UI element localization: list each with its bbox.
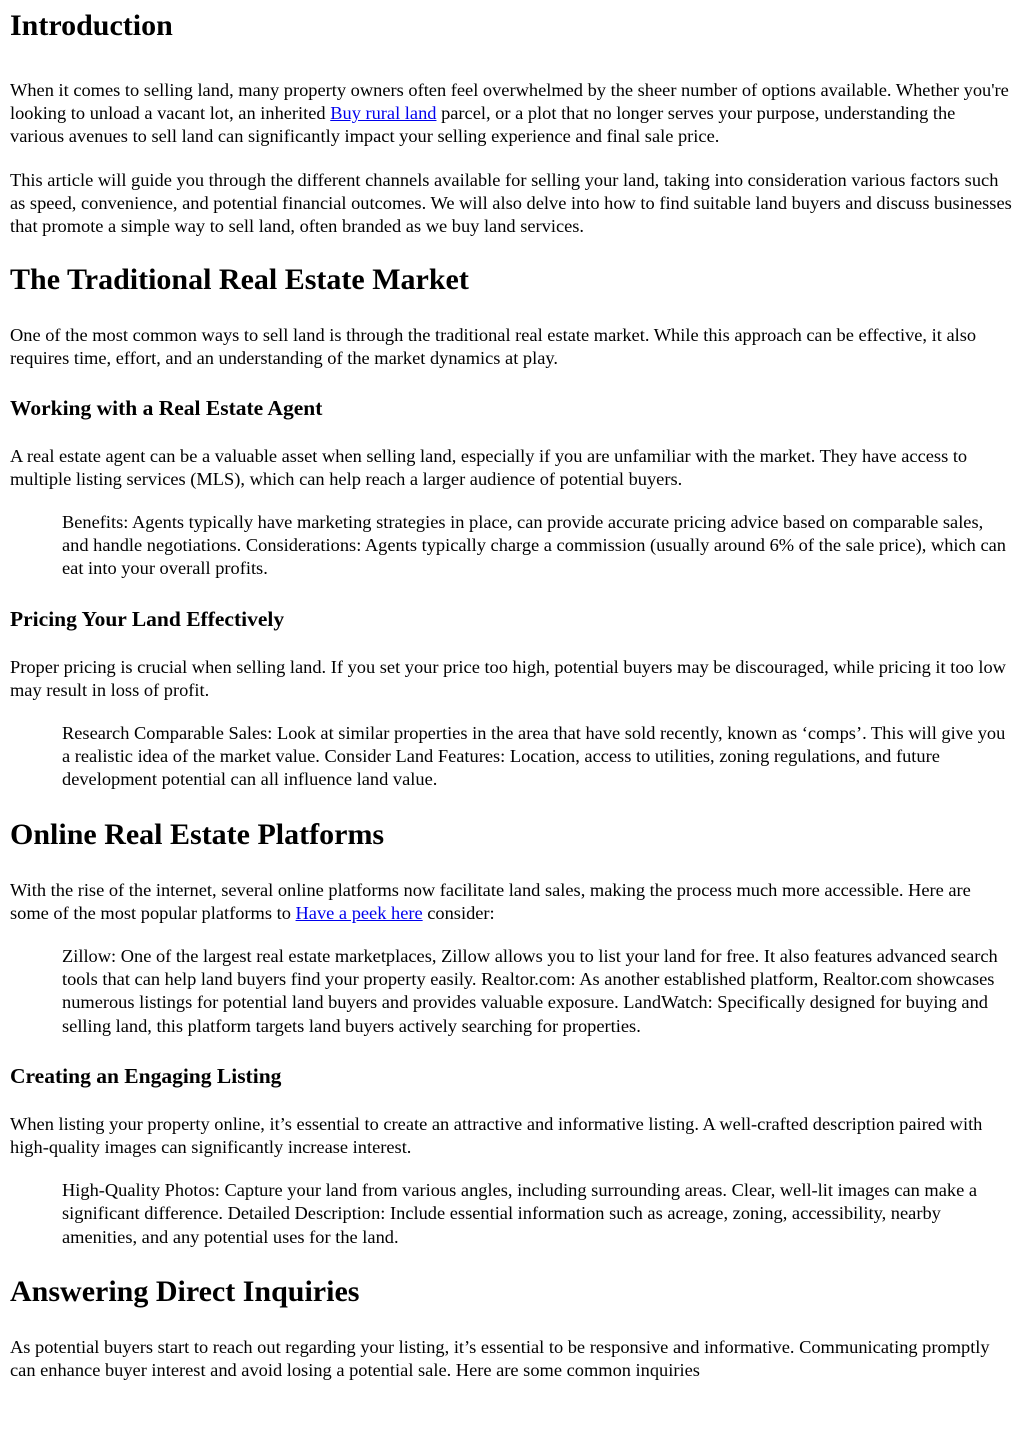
buy-rural-land-link[interactable]: Buy rural land: [330, 103, 437, 124]
online-text-before-link: With the rise of the internet, several online platforms now facilitate land sales, making the process much more accessible. Here are some of the most popular platforms to: [10, 879, 971, 923]
online-text-after-link: consider:: [422, 902, 495, 923]
traditional-paragraph: One of the most common ways to sell land is through the traditional real estate market. While this approach can be effective, it also requires time, effort, and an understanding of the market dynamics at play.: [10, 325, 977, 369]
intro-paragraph-1: [10, 79, 1014, 149]
article: [0, 9, 1014, 1382]
heading-engaging-listing: Creating an Engaging Listing: [10, 1063, 282, 1088]
intro-text-before-link: When it comes to selling land, many property owners often feel overwhelmed by the sheer number of options available. Whether you're looking to unload a vacant lot, an inherited: [10, 80, 1009, 124]
online-paragraph: [10, 879, 1014, 925]
online-blockquote: Zillow: One of the largest real estate marketplaces, Zillow allows you to list your land for free. It also features advanced search tools that can help land buyers find your property easily. Realtor.com: As another established platform, Realtor.com showcases numerous listings for potential land buyers and provides valuable exposure. LandWatch: Specifically designed for buying and selling land, this platform targets land buyers actively searching for properties.: [62, 946, 998, 1036]
listing-blockquote: High-Quality Photos: Capture your land from various angles, including surrounding areas. Clear, well-lit images can make a significant difference. Detailed Description: Include essential information such as acreage, zoning, accessibility, nearby amenities, and any potential uses for the land.: [62, 1180, 977, 1247]
intro-text-after-link: parcel, or a plot that no longer serves your purpose, understanding the various avenues to sell land can significantly impact your selling experience and final sale price.: [10, 103, 956, 147]
heading-real-estate-agent: Working with a Real Estate Agent: [10, 395, 323, 420]
pricing-paragraph: Proper pricing is crucial when selling land. If you set your price too high, potential buyers may be discouraged, while pricing it too low may result in loss of profit.: [10, 656, 1006, 700]
inquiries-paragraph: As potential buyers start to reach out regarding your listing, it’s essential to be responsive and informative. Communicating promptly can enhance buyer interest and avoid losing a potential sale. Here are some common inquiries: [10, 1336, 990, 1381]
agent-blockquote: Benefits: Agents typically have marketing strategies in place, can provide accurate pricing advice based on comparable sales, and handle negotiations. Considerations: Agents typically charge a commission (usually around 6% of the sale price), which can eat into your overall profits.: [62, 512, 1006, 579]
intro-paragraph-2: This article will guide you through the different channels available for selling your land, taking into consideration various factors such as speed, convenience, and potential financial outcomes. We will also delve into how to find suitable land buyers and discuss businesses that promote a simple way to sell land, often branded as we buy land services.: [10, 169, 1012, 237]
heading-direct-inquiries: Answering Direct Inquiries: [10, 1274, 360, 1308]
heading-pricing: Pricing Your Land Effectively: [10, 606, 285, 631]
pricing-blockquote: Research Comparable Sales: Look at similar properties in the area that have sold recently, known as ‘comps’. This will give you a realistic idea of the market value. Consider Land Features: Location, access to utilities, zoning regulations, and future development potential can all influence land value.: [62, 723, 1006, 790]
heading-introduction: Introduction: [10, 9, 173, 42]
agent-paragraph: A real estate agent can be a valuable asset when selling land, especially if you are unfamiliar with the market. They have access to multiple listing services (MLS), which can help reach a larger audience of potential buyers.: [10, 445, 968, 489]
have-a-peek-here-link[interactable]: Have a peek here: [295, 902, 423, 923]
heading-online-platforms: Online Real Estate Platforms: [10, 817, 385, 851]
listing-paragraph: When listing your property online, it’s essential to create an attractive and informative listing. A well-crafted description paired with high-quality images can significantly increase interest.: [10, 1113, 983, 1158]
heading-traditional-market: The Traditional Real Estate Market: [10, 263, 469, 297]
